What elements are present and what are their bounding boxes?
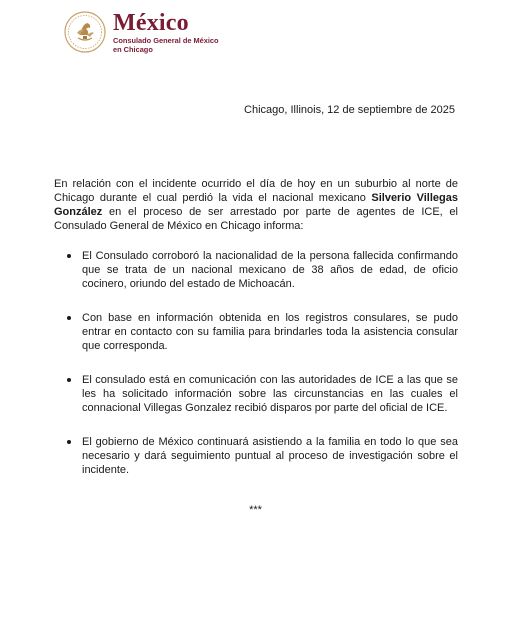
bullet-icon bbox=[67, 254, 71, 258]
list-item bbox=[54, 311, 458, 353]
brand-name: México bbox=[113, 10, 189, 36]
letterhead bbox=[64, 10, 219, 54]
closing-mark: *** bbox=[249, 504, 262, 516]
list-item-text: Con base en información obtenida en los registros consulares, se pudo entrar en contacto con su familia para brindarles toda la asistencia consular que corresponda. bbox=[82, 312, 458, 352]
list-item-text: El Consulado corroboró la nacionalidad de la persona fallecida confirmando que se trata de un nacional mexicano de 38 años de edad, de oficio cocinero, oriundo del estado de Michoacán. bbox=[82, 250, 458, 290]
bullet-icon bbox=[67, 440, 71, 444]
intro-paragraph bbox=[54, 177, 458, 233]
consulate-name-line1: Consulado General de México bbox=[113, 36, 219, 45]
consulate-name-line2: en Chicago bbox=[113, 45, 153, 54]
list-item-text: El gobierno de México continuará asistiendo a la familia en todo lo que sea necesario y dará seguimiento puntual al proceso de investigación sobre el incidente. bbox=[82, 436, 458, 476]
letter-date: Chicago, Illinois, 12 de septiembre de 2025 bbox=[244, 104, 455, 116]
bullet-icon bbox=[67, 316, 71, 320]
deceased-name: Silverio Villegas González bbox=[54, 192, 458, 218]
statement-list bbox=[54, 249, 458, 497]
list-item bbox=[54, 249, 458, 291]
intro-text-start: En relación con el incidente ocurrido el día de hoy en un suburbio al norte de Chicago durante el cual perdió la vida el nacional mexicano bbox=[54, 178, 458, 204]
bullet-icon bbox=[67, 378, 71, 382]
intro-text-end: en el proceso de ser arrestado por parte de agentes de ICE, el Consulado General de México en Chicago informa: bbox=[54, 206, 458, 232]
list-item-text: El consulado está en comunicación con las autoridades de ICE a las que se les ha solicitado información sobre las circunstancias en las cuales el connacional Villegas Gonzalez recibió disparos por parte del oficial de ICE. bbox=[82, 374, 458, 414]
mexico-coat-of-arms-icon bbox=[64, 11, 106, 53]
list-item bbox=[54, 373, 458, 415]
list-item bbox=[54, 435, 458, 477]
